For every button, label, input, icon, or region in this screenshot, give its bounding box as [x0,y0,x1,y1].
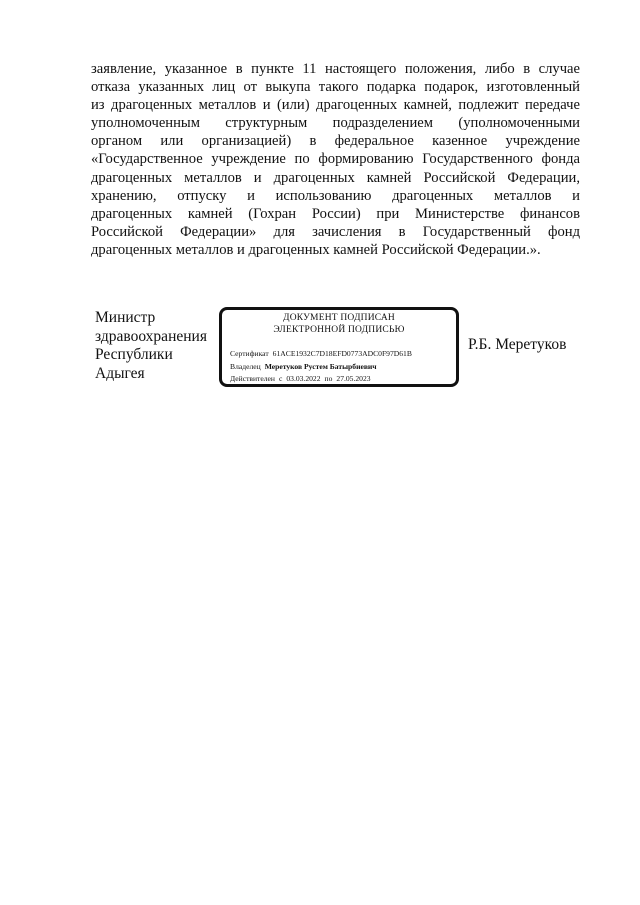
owner-label: Владелец [230,362,261,371]
minister-title-line: здравоохранения [95,327,207,345]
electronic-signature-stamp [219,307,459,387]
minister-title [95,309,207,383]
valid-to-prefix: по [324,374,333,383]
valid-from-prefix: с [278,374,283,383]
paragraph-line: драгоценных камней (Гохран России) при Министерстве финансов [91,205,580,222]
paragraph-line: отказа указанных лиц от выкупа такого подарка подарок, изготовленный [91,79,580,96]
stamp-subtitle: ЭЛЕКТРОННОЙ ПОДПИСЬЮ [273,325,405,335]
paragraph-line: Российской Федерации» для зачисления в Государственный фонд [91,223,580,240]
stamp-validity-row [230,374,371,383]
valid-label: Действителен [230,374,275,383]
minister-title-line: Республики [95,346,173,363]
signer-name: Р.Б. Меретуков [468,336,567,353]
paragraph-line: заявление, указанное в пункте 11 настоящего положения, либо в случае [91,61,580,77]
paragraph-line: органом или организацией) в федеральное казенное учреждение [91,133,580,150]
paragraph-line: уполномоченным структурным подразделением (уполномоченными [91,115,580,132]
paragraph-line: хранению, отпуску и использованию драгоценных металлов и [91,187,580,204]
minister-title-line: Министр [95,309,156,326]
stamp-owner-row [230,362,377,371]
stamp-title: ДОКУМЕНТ ПОДПИСАН [283,313,395,323]
paragraph-line: из драгоценных металлов и (или) драгоценных камней, подлежит передаче [91,97,580,114]
valid-to-date: 27.05.2023 [336,374,371,383]
valid-from-date: 03.03.2022 [286,374,321,383]
owner-value: Меретуков Рустем Батырбиевич [264,362,377,371]
paragraph-line: драгоценных металлов и драгоценных камней Российской Федерации, [91,169,580,186]
paragraph-line: драгоценных металлов и драгоценных камней Российской Федерации.». [91,241,541,258]
document-paragraph [91,60,580,259]
certificate-label: Сертификат [230,349,269,358]
stamp-certificate-row [230,349,412,358]
minister-title-line: Адыгея [95,364,145,382]
certificate-value: 61ACE1932C7D18EFD0773ADC0F97D61B [272,349,412,358]
paragraph-line: «Государственное учреждение по формированию Государственного фонда [91,151,580,168]
